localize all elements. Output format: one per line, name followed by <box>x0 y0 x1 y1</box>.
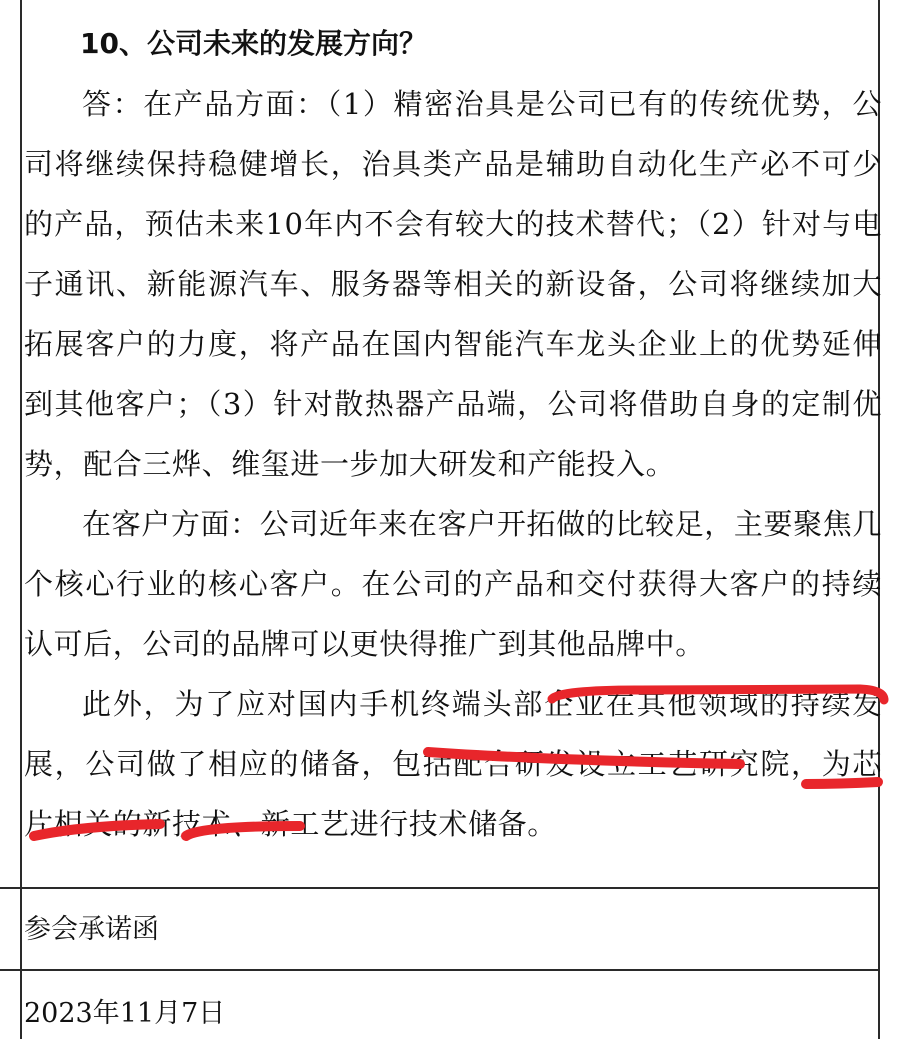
row-divider-attachment-bottom <box>0 969 880 971</box>
question-title: 10、公司未来的发展方向？ <box>80 27 427 60</box>
table-left-border <box>20 0 22 1039</box>
date-value: 2023年11月7日 <box>24 998 226 1029</box>
answer-paragraph-product: 答：在产品方面：（1）精密治具是公司已有的传统优势，公司将继续保持稳健增长，治具类产品是辅助自动化生产必不可少的产品，预估未来10年内不会有较大的技术替代；（2）针对与电子通讯、新能源汽车、服务器等相关的新设备，公司将继续加大拓展客户的力度，将产品在国内智能汽车龙头企业上的优势延伸到其他客户；（3）针对散热器产品端，公司将借助自身的定制优势，配合三烨、维玺进一步加大研发和产能投入。 <box>24 87 882 481</box>
attachment-label: 参会承诺函 <box>24 914 159 945</box>
answer-body <box>24 74 882 854</box>
answer-paragraph-other: 此外，为了应对国内手机终端头部企业在其他领域的持续发展，公司做了相应的储备，包括配合研发设立工艺研究院，为芯片相关的新技术、新工艺进行技术储备。 <box>24 687 882 841</box>
answer-paragraph-customer: 在客户方面：公司近年来在客户开拓做的比较足，主要聚焦几个核心行业的核心客户。在公司的产品和交付获得大客户的持续认可后，公司的品牌可以更快得推广到其他品牌中。 <box>24 507 882 661</box>
row-divider-answer-bottom <box>0 887 880 889</box>
